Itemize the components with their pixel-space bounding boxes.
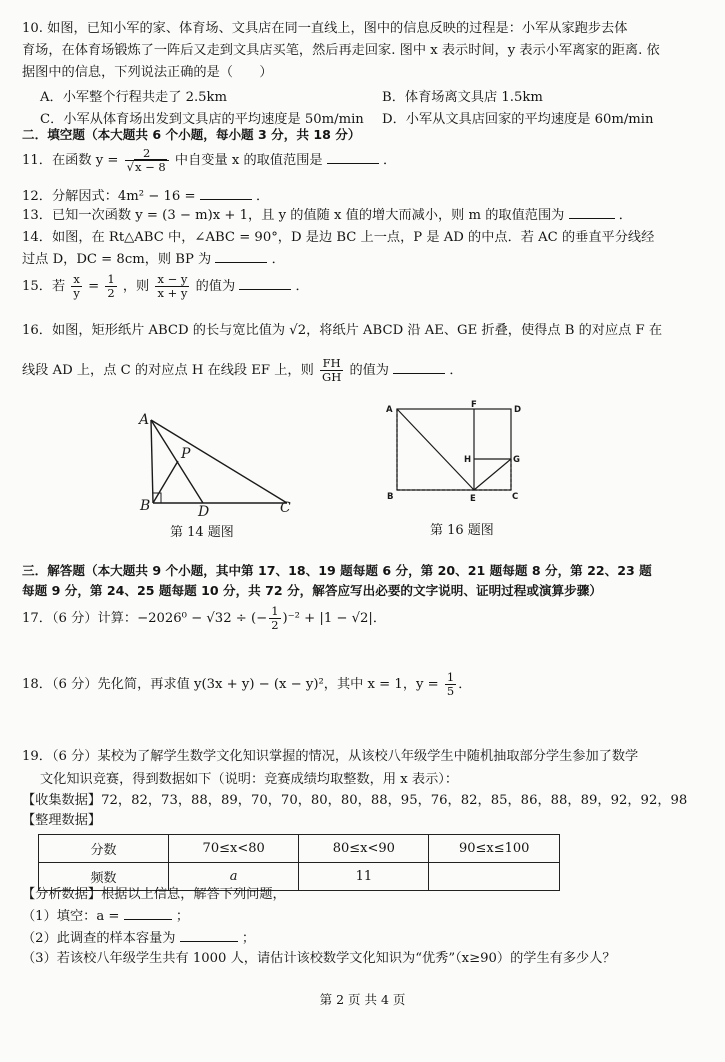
fig14-segment-ab [151, 420, 153, 503]
q19-line1: 19．（6 分）某校为了解学生数学文化知识掌握的情况，从该校八年级学生中随机抽取部分学生参加了数学 [22, 749, 639, 764]
q16-end: ． [449, 363, 463, 378]
fig16-label-c: C [512, 492, 519, 502]
table-header-cell: 分数 [39, 835, 169, 863]
q15-answer-blank[interactable] [239, 277, 291, 290]
q15-den3: x + y [157, 286, 188, 300]
fig14-label-p: P [181, 446, 191, 462]
q17-suffix: )⁻² + |1 − √2|． [282, 611, 387, 626]
q11 [22, 146, 396, 176]
q16-fraction [320, 357, 343, 384]
fig16-label-h: H [464, 455, 472, 465]
q10-option-b: B．体育场离文具店 1.5km [382, 90, 543, 105]
fig16-fold-ae [397, 409, 474, 490]
q15 [22, 272, 309, 302]
q10-option-c: C．小军从体育场出发到文具店的平均速度是 50m/min [40, 112, 364, 127]
q19-sub2-answer-blank[interactable] [180, 929, 238, 942]
fig14-segment-ac [151, 420, 287, 503]
fig16-label-b: B [387, 492, 394, 502]
q11-end: ． [383, 153, 397, 168]
q16-answer-blank[interactable] [393, 361, 445, 374]
q19-sub2-text: （2）此调查的样本容量为 [22, 931, 176, 946]
table-header-cell: 90≤x≤100 [429, 835, 560, 863]
q15-prefix: 15．若 [22, 279, 66, 294]
q17-prefix: 17．（6 分）计算：−2026⁰ − √32 ÷ (− [22, 611, 268, 626]
q16-num: FH [320, 357, 343, 371]
q19-organize-data: 【整理数据】 [22, 813, 102, 828]
fig14-label-b: B [140, 498, 151, 514]
fig16-label-f: F [471, 400, 477, 410]
q15-equals: = [88, 279, 100, 294]
fig16-label-g: G [513, 455, 520, 465]
q10-option-d: D．小军从文具店回家的平均速度是 60m/min [382, 112, 654, 127]
section-3-heading-line1: 三．解答题（本大题共 9 个小题，其中第 17、18、19 题每题 6 分，第 20、21 题每题 8 分，第 22、23 题 [22, 563, 652, 578]
q10-line2: 育场，在体育场锻炼了一阵后又走到文具店买笔，然后再走回家. 图中 x 表示时间，y 表示小军离家的距离. 依 [22, 43, 660, 58]
fig16-rectangle-abcd [397, 409, 511, 490]
q18-end: ． [458, 677, 472, 692]
q11-prefix: 11．在函数 y = [22, 153, 119, 168]
fig16-fold-ge [474, 459, 511, 490]
table-cell: 11 [299, 863, 429, 891]
q19-frequency-table [38, 834, 560, 891]
q19-collect-data: 【收集数据】72，82，73，88，89，70，70，80，80，88，95，76，82，85，86，88，89，92，92，98 [22, 793, 688, 808]
table-cell [429, 863, 560, 891]
q15-then: ，则 [122, 279, 150, 294]
table-row [39, 835, 560, 863]
q19-line2: 文化知识竞赛，得到数据如下（说明：竞赛成绩均取整数，用 x 表示）： [40, 772, 459, 787]
q11-denominator: x − 8 [134, 160, 166, 174]
q15-num1: x [73, 272, 80, 286]
q17 [22, 604, 386, 634]
fig16-label-a: A [386, 405, 393, 415]
table-cell: 频数 [39, 863, 169, 891]
q19-sub1-text: （1）填空：a = [22, 909, 120, 924]
q11-answer-blank[interactable] [327, 151, 379, 164]
q19-analyze-data: 【分析数据】根据以上信息，解答下列问题， [22, 887, 286, 902]
table-header-cell: 80≤x<90 [299, 835, 429, 863]
q13-text: 13．已知一次函数 y = (3 − m)x + 1，且 y 的值随 x 值的增大而减小，则 m 的取值范围为 [22, 208, 565, 223]
q10-option-a: A．小军整个行程共走了 2.5km [40, 90, 228, 105]
fig14-label-c: C [280, 500, 291, 516]
q10-line1: 10. 如图，已知小军的家、体育场、文具店在同一直线上，图中的信息反映的过程是：小军从家跑步去体 [22, 21, 628, 36]
q19-sub1-end: ； [175, 909, 190, 924]
q16-line1: 16．如图，矩形纸片 ABCD 的长与宽比值为 √2，将纸片 ABCD 沿 AE、GE 折叠，使得点 B 的对应点 F 在 [22, 323, 663, 338]
fig14-label-d: D [198, 504, 210, 518]
fig14-segment-bp [153, 461, 178, 503]
q15-end: ． [295, 279, 309, 294]
q11-suffix: 中自变量 x 的取值范围是 [174, 153, 323, 168]
q14-line1: 14．如图，在 Rt△ABC 中，∠ABC = 90°，D 是边 BC 上一点，P 是 AD 的中点．若 AC 的垂直平分线经 [22, 230, 655, 245]
fig16-label-e: E [470, 494, 476, 504]
q13-end: ． [618, 208, 632, 223]
q17-num: 1 [271, 604, 279, 618]
q14-line2 [22, 250, 285, 268]
q18-num: 1 [446, 670, 455, 684]
q19-sub3: （3）若该校八年级学生共有 1000 人，请估计该校数学文化知识为“优秀”（x≥90）的学生有多少人？ [22, 951, 616, 966]
figure-16 [382, 400, 532, 505]
q12-end: ． [255, 189, 270, 204]
q15-fraction-half [105, 273, 116, 300]
q14-end: ． [271, 252, 285, 267]
q14-answer-blank[interactable] [215, 250, 267, 263]
fig14-label-a: A [139, 412, 150, 428]
q17-fraction [269, 605, 280, 632]
q15-suffix: 的值为 [195, 279, 236, 294]
q12-text: 12．分解因式：4m² − 16 = [22, 189, 196, 204]
q15-fraction-x-y [71, 273, 82, 300]
fig16-label-d: D [514, 405, 522, 415]
figure-14-caption: 第 14 题图 [170, 525, 234, 540]
q15-den2: 2 [107, 286, 115, 300]
q18-den: 5 [446, 684, 455, 698]
q10-line3: 据图中的信息，下列说法正确的是（ ） [22, 65, 273, 80]
q12-answer-blank[interactable] [200, 187, 252, 200]
q18 [22, 670, 471, 700]
table-cell: a [169, 863, 299, 891]
q15-num3: x − y [157, 272, 188, 286]
q19-sub1 [22, 907, 189, 925]
q15-num2: 1 [107, 272, 115, 286]
q11-numerator: 2 [125, 147, 169, 161]
q16-line2-text: 线段 AD 上，点 C 的对应点 H 在线段 EF 上，则 [22, 363, 314, 378]
q11-fraction: $\frac{2}{√x - 8}$ [125, 147, 169, 174]
q12 [22, 187, 269, 205]
q16-suffix: 的值为 [349, 363, 389, 378]
q16-line2 [22, 356, 463, 386]
table-header-cell: 70≤x<80 [169, 835, 299, 863]
figure-14 [134, 408, 304, 518]
q18-prefix: 18．（6 分）先化简，再求值 y(3x + y) − (x − y)²，其中 x = 1，y = [22, 677, 439, 692]
q16-den: GH [322, 370, 342, 384]
section-2-heading: 二．填空题（本大题共 6 个小题，每小题 3 分，共 18 分） [22, 127, 361, 142]
page-footer: 第 2 页 共 4 页 [319, 992, 406, 1007]
q19-sub2 [22, 929, 255, 947]
q19-sub2-end: ； [241, 931, 256, 946]
section-3-heading-line2: 每题 9 分，第 24、25 题每题 10 分，共 72 分，解答应写出必要的文字说明、证明过程或演算步骤） [22, 583, 602, 598]
figure-16-caption: 第 16 题图 [430, 523, 494, 538]
q15-den1: y [73, 286, 80, 300]
q18-fraction [445, 671, 456, 698]
q17-den: 2 [271, 618, 279, 632]
q13-answer-blank[interactable] [569, 206, 615, 219]
q13 [22, 206, 632, 224]
q19-sub1-answer-blank[interactable] [124, 907, 172, 920]
q15-fraction-expression [155, 273, 189, 300]
q14-line2-text: 过点 D，DC = 8cm，则 BP 为 [22, 252, 212, 267]
